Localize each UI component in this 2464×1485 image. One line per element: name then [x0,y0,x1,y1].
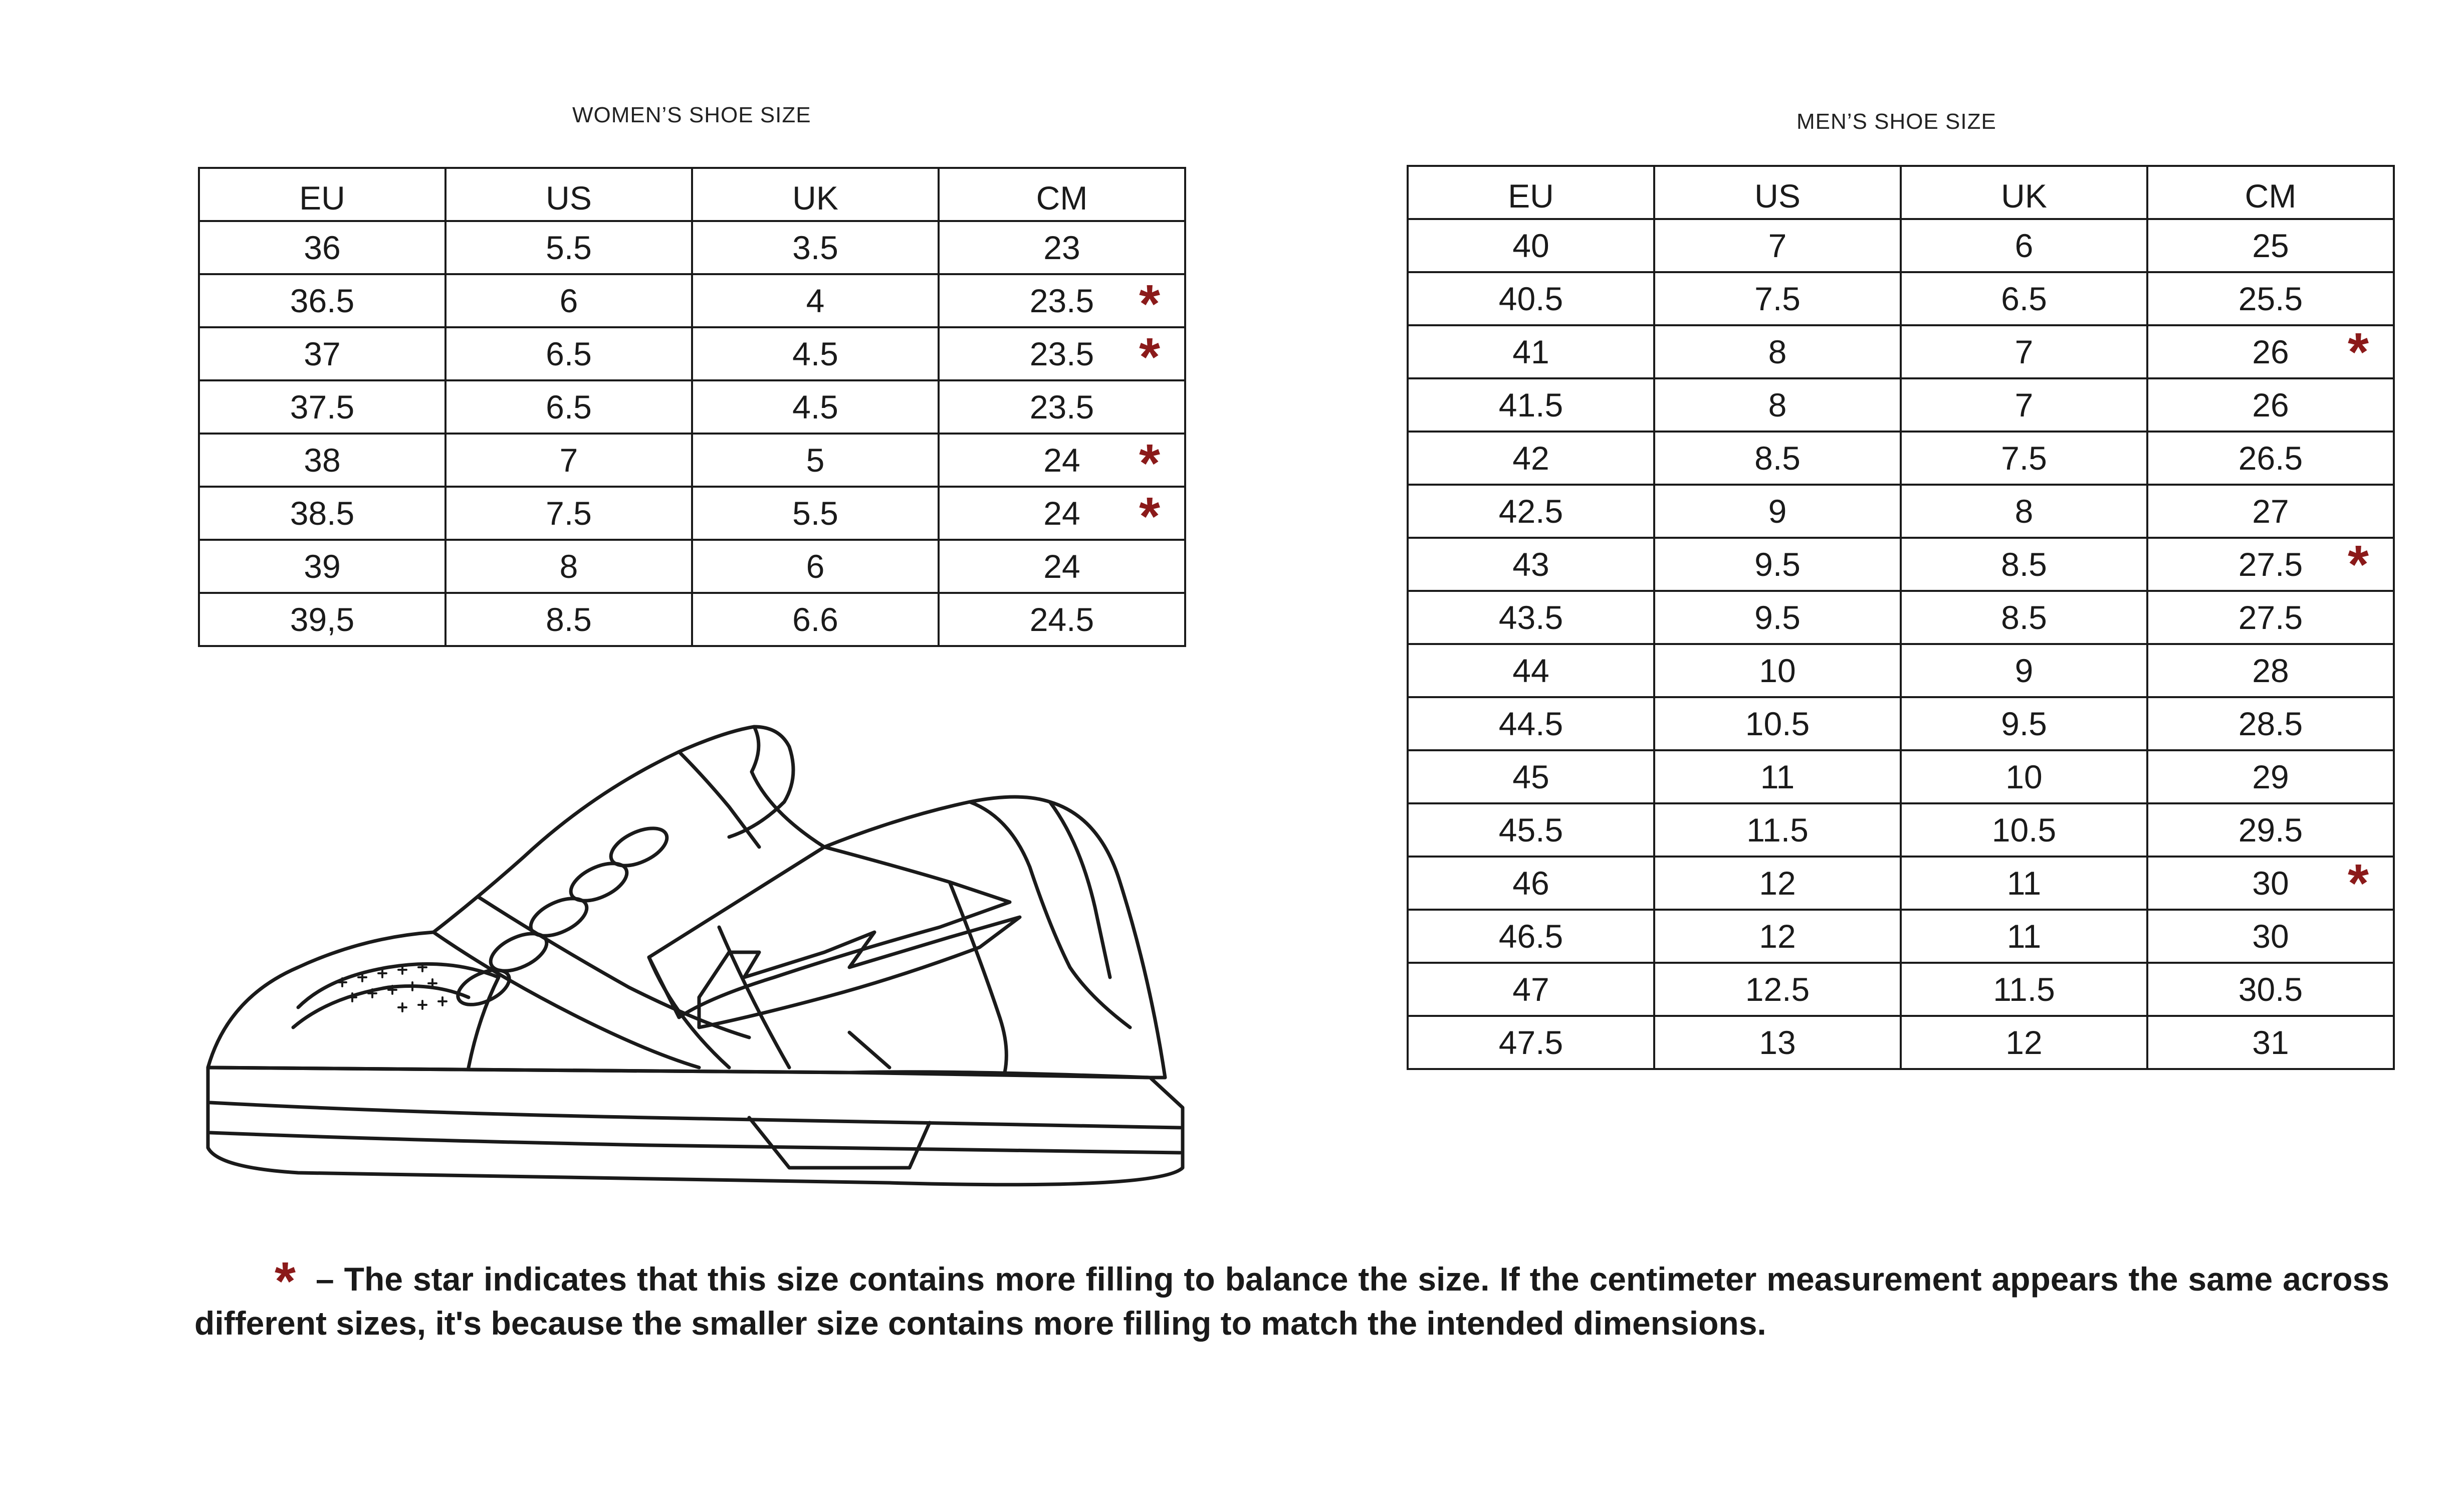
men-cell-us: 7 [1654,219,1901,272]
men-size-row [1408,857,2394,910]
men-cell-us: 9 [1654,485,1901,538]
men-cell-cm [2147,1016,2394,1069]
side-logo [699,917,1020,1027]
men-cm-value: 30 [2252,918,2289,955]
women-size-title: WOMEN’S SHOE SIZE [572,103,811,127]
men-cm-value: 25 [2252,227,2289,264]
women-cell-eu: 39 [199,540,445,593]
women-size-row [199,274,1185,327]
filling-star-icon: * [1139,274,1160,327]
women-cm-value: 23.5 [1029,388,1094,426]
men-cell-us: 9.5 [1654,538,1901,591]
men-cell-eu: 44 [1408,644,1654,697]
women-header-cm: CM [939,168,1185,221]
men-cell-eu: 45.5 [1408,803,1654,857]
women-cm-value: 23.5 [1029,335,1094,372]
women-cell-eu: 36.5 [199,274,445,327]
footnote [194,1250,2389,1345]
men-cell-cm [2147,272,2394,325]
women-size-row [199,221,1185,274]
men-cm-value: 26.5 [2238,440,2303,477]
men-size-row [1408,272,2394,325]
men-cell-uk: 10 [1901,750,2147,803]
men-cm-value: 27 [2252,493,2289,530]
men-size-row [1408,378,2394,432]
men-size-row [1408,910,2394,963]
women-cell-uk: 6 [692,540,939,593]
sole-stripe [210,1133,1180,1153]
men-cell-uk: 8.5 [1901,538,2147,591]
women-cell-eu: 38.5 [199,487,445,540]
women-cell-us: 6 [445,274,692,327]
footnote-star: * [275,1250,296,1311]
men-header-uk: UK [1901,166,2147,219]
women-cm-value: 24 [1043,548,1080,585]
women-size-row [199,327,1185,380]
men-cell-uk: 8 [1901,485,2147,538]
men-cell-eu: 44.5 [1408,697,1654,750]
men-cell-us: 9.5 [1654,591,1901,644]
women-cell-us: 8 [445,540,692,593]
men-cell-cm [2147,644,2394,697]
women-size-table [198,167,1186,647]
men-size-row [1408,644,2394,697]
men-cm-value: 31 [2252,1024,2289,1061]
women-size-row [199,380,1185,434]
women-cell-eu: 39,5 [199,593,445,646]
men-cell-us: 10 [1654,644,1901,697]
men-cell-us: 13 [1654,1016,1901,1069]
men-cell-eu: 41.5 [1408,378,1654,432]
men-cell-cm [2147,538,2394,591]
men-cm-value: 26 [2252,333,2289,370]
men-cell-uk: 12 [1901,1016,2147,1069]
panel-line-2 [719,927,789,1068]
men-cell-us: 12.5 [1654,963,1901,1016]
men-cell-uk: 9 [1901,644,2147,697]
men-size-row [1408,219,2394,272]
men-cell-us: 11 [1654,750,1901,803]
sole-midline [210,1103,1180,1128]
filling-star-icon: * [1139,487,1160,540]
men-cell-eu: 47 [1408,963,1654,1016]
men-cell-cm [2147,591,2394,644]
men-cell-eu: 42.5 [1408,485,1654,538]
women-size-row [199,434,1185,487]
men-size-row [1408,538,2394,591]
men-cell-uk: 11.5 [1901,963,2147,1016]
women-cell-uk: 3.5 [692,221,939,274]
sole-block [749,1118,930,1168]
men-cm-value: 28.5 [2238,705,2303,742]
men-size-row [1408,432,2394,485]
men-cell-cm [2147,485,2394,538]
women-cm-value: 24.5 [1029,601,1094,638]
women-cell-uk: 5.5 [692,487,939,540]
men-cell-cm [2147,325,2394,378]
women-cm-value: 23.5 [1029,282,1094,319]
sneaker-illustration [198,717,1200,1198]
filling-star-icon: * [2347,857,2369,910]
men-cell-uk: 6.5 [1901,272,2147,325]
lace-3 [525,891,592,943]
women-cell-us: 6.5 [445,380,692,434]
women-cell-cm [939,274,1185,327]
women-cell-us: 6.5 [445,327,692,380]
men-header-eu: EU [1408,166,1654,219]
women-cell-uk: 5 [692,434,939,487]
men-cm-value: 25.5 [2238,280,2303,317]
filling-star-icon: * [1139,327,1160,380]
men-cell-uk: 9.5 [1901,697,2147,750]
women-cell-cm [939,221,1185,274]
men-cell-cm [2147,432,2394,485]
men-cell-eu: 41 [1408,325,1654,378]
men-cm-value: 29 [2252,758,2289,795]
men-size-row [1408,697,2394,750]
men-cell-eu: 47.5 [1408,1016,1654,1069]
men-cell-eu: 40.5 [1408,272,1654,325]
men-size-table [1407,165,2395,1070]
women-header-eu: EU [199,168,445,221]
men-cell-us: 12 [1654,857,1901,910]
women-size-row [199,540,1185,593]
men-cell-cm [2147,963,2394,1016]
men-size-row [1408,485,2394,538]
men-cm-value: 26 [2252,386,2289,423]
men-cell-cm [2147,750,2394,803]
men-size-row [1408,591,2394,644]
men-cell-us: 8 [1654,325,1901,378]
women-cm-value: 23 [1043,229,1080,266]
lace-2 [565,856,632,908]
men-size-row [1408,325,2394,378]
women-cell-cm [939,593,1185,646]
women-header-us: US [445,168,692,221]
panel-line-3 [849,1032,889,1068]
men-cell-us: 7.5 [1654,272,1901,325]
women-cell-eu: 38 [199,434,445,487]
women-cm-value: 24 [1043,495,1080,532]
men-cell-uk: 8.5 [1901,591,2147,644]
men-size-title: MEN’S SHOE SIZE [1797,109,1996,134]
men-cm-value: 30.5 [2238,971,2303,1008]
men-cell-cm [2147,697,2394,750]
women-cell-uk: 6.6 [692,593,939,646]
heel-panel [950,882,1006,1073]
men-cell-uk: 7.5 [1901,432,2147,485]
men-cell-cm [2147,910,2394,963]
women-cell-eu: 37 [199,327,445,380]
men-cm-value: 27.5 [2238,599,2303,636]
men-cell-eu: 40 [1408,219,1654,272]
men-cell-cm [2147,803,2394,857]
women-cell-eu: 37.5 [199,380,445,434]
lace-1 [605,820,673,873]
men-size-row [1408,750,2394,803]
men-cm-value: 27.5 [2238,546,2303,583]
women-cell-uk: 4 [692,274,939,327]
upper-outline [208,727,1165,1078]
women-cell-cm [939,540,1185,593]
men-cell-uk: 7 [1901,325,2147,378]
women-cell-cm [939,380,1185,434]
men-cell-eu: 46 [1408,857,1654,910]
men-cell-uk: 7 [1901,378,2147,432]
men-cm-value: 28 [2252,652,2289,689]
men-size-row [1408,1016,2394,1069]
women-size-row [199,593,1185,646]
men-cell-uk: 11 [1901,857,2147,910]
women-cell-uk: 4.5 [692,327,939,380]
men-header-us: US [1654,166,1901,219]
women-cell-us: 7.5 [445,487,692,540]
men-cell-eu: 43 [1408,538,1654,591]
men-cell-uk: 10.5 [1901,803,2147,857]
women-header-uk: UK [692,168,939,221]
women-size-row [199,487,1185,540]
filling-star-icon: * [1139,434,1160,487]
heel-tab [1050,802,1110,977]
men-cm-value: 30 [2252,865,2289,902]
men-cell-uk: 6 [1901,219,2147,272]
men-cell-eu: 42 [1408,432,1654,485]
women-cell-cm [939,487,1185,540]
men-cell-us: 8.5 [1654,432,1901,485]
men-cell-cm [2147,857,2394,910]
women-cell-us: 5.5 [445,221,692,274]
men-size-row [1408,963,2394,1016]
men-cell-us: 8 [1654,378,1901,432]
men-cm-value: 29.5 [2238,811,2303,848]
tongue-inner [679,752,759,847]
men-cell-uk: 11 [1901,910,2147,963]
filling-star-icon: * [2347,325,2369,378]
men-cell-us: 11.5 [1654,803,1901,857]
women-cell-cm [939,327,1185,380]
men-size-row [1408,803,2394,857]
men-header-cm: CM [2147,166,2394,219]
heel-collar [970,802,1130,1027]
men-cell-us: 12 [1654,910,1901,963]
filling-star-icon: * [2347,538,2369,591]
footnote-text: – The star indicates that this size contains more filling to balance the size. If the centimeter measurement appears the same across different sizes, it's because the smaller size contains more filling to match the intended dimensions. [194,1260,2389,1342]
women-cell-uk: 4.5 [692,380,939,434]
men-cell-us: 10.5 [1654,697,1901,750]
women-cell-us: 7 [445,434,692,487]
women-cm-value: 24 [1043,442,1080,479]
men-cell-eu: 45 [1408,750,1654,803]
women-cell-eu: 36 [199,221,445,274]
women-cell-us: 8.5 [445,593,692,646]
women-cell-cm [939,434,1185,487]
men-cell-cm [2147,219,2394,272]
men-cell-cm [2147,378,2394,432]
men-cell-eu: 46.5 [1408,910,1654,963]
men-cell-eu: 43.5 [1408,591,1654,644]
